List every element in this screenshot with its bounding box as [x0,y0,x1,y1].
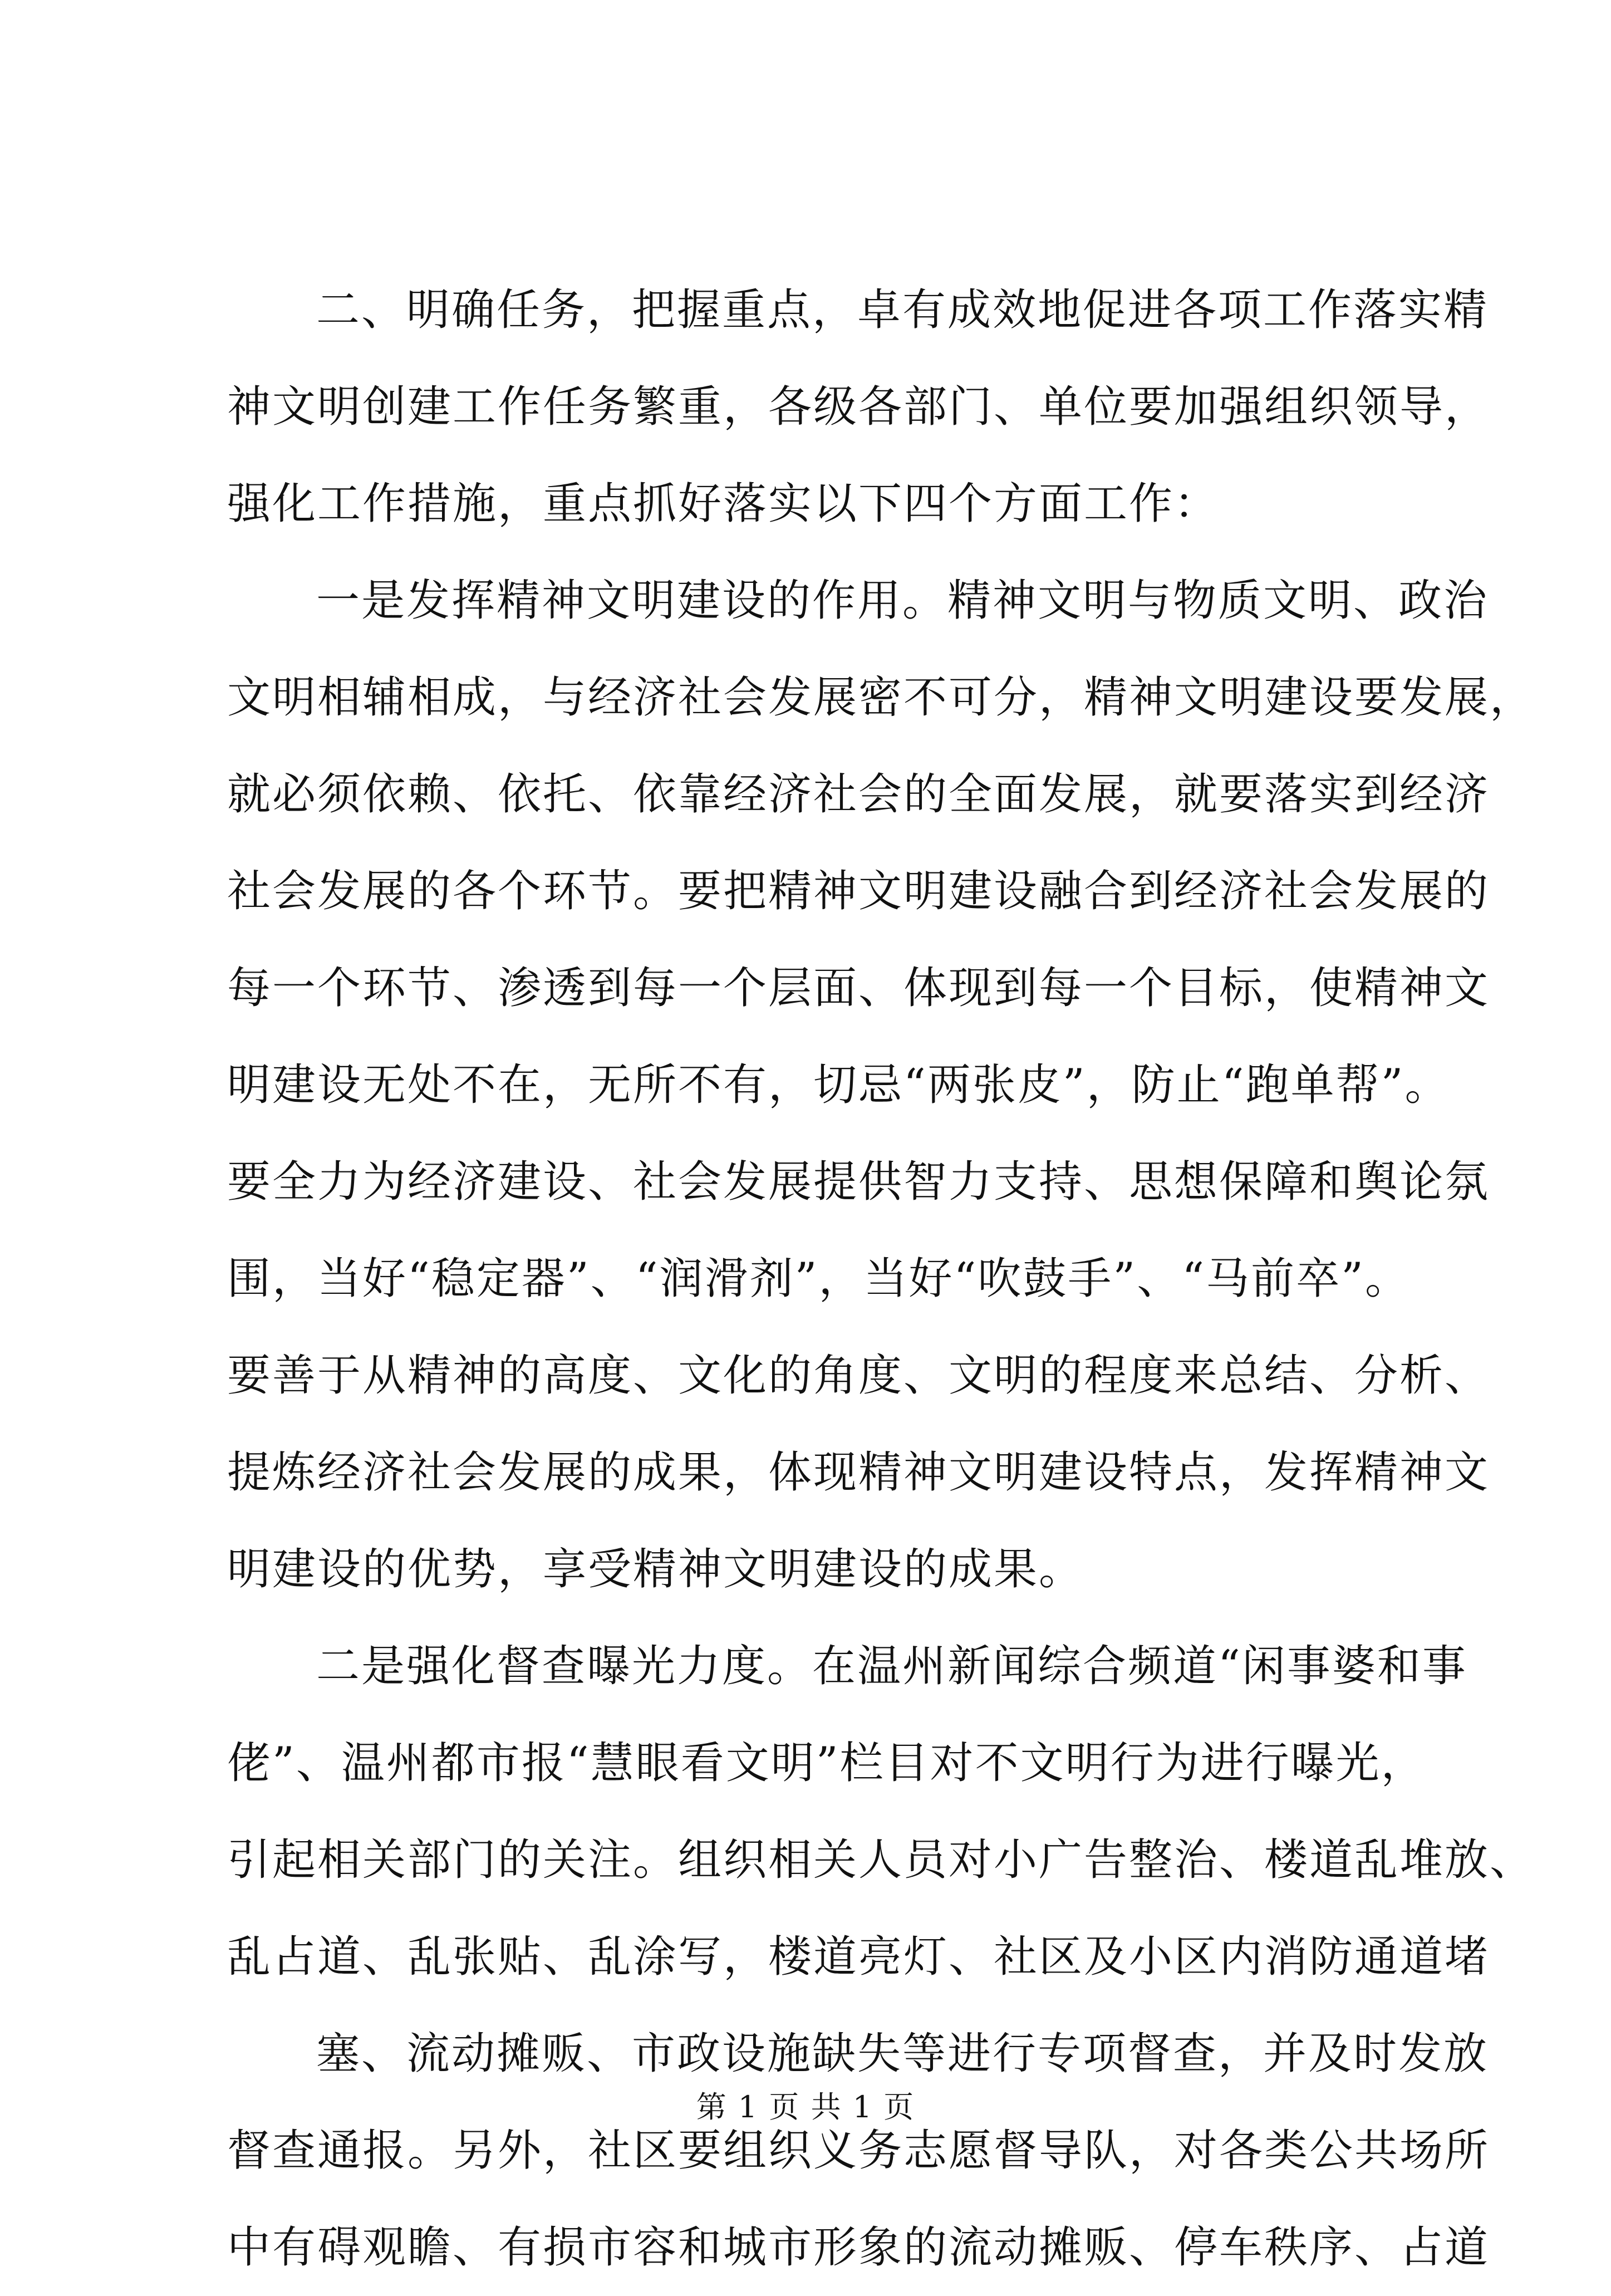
paragraph-line: 佬”、温州都市报“慧眼看文明”栏目对不文明行为进行曝光， [227,1738,1426,1788]
paragraph-line: 一是发挥精神文明建设的作用。精神文明与物质文明、政治 [316,576,1489,626]
page-footer: 第 1 页 共 1 页 [696,2089,915,2125]
paragraph-line: 明建设的优势，享受精神文明建设的成果。 [227,1544,1084,1595]
paragraph-line: 督查通报。另外，社区要组织义务志愿督导队，对各类公共场所 [227,2126,1490,2176]
paragraph-line: 中有碍观瞻、有损市容和城市形象的流动摊贩、停车秩序、占道 [227,2223,1490,2273]
paragraph-line: 要善于从精神的高度、文化的角度、文明的程度来总结、分析、 [227,1351,1490,1401]
paragraph-line: 二、明确任务，把握重点，卓有成效地促进各项工作落实精 [316,285,1489,335]
paragraph-line: 文明相辅相成，与经济社会发展密不可分，精神文明建设要发展， [227,673,1535,723]
paragraph-line: 每一个环节、渗透到每一个层面、体现到每一个目标，使精神文 [227,963,1490,1013]
paragraph-line: 要全力为经济建设、社会发展提供智力支持、思想保障和舆论氛 [227,1157,1490,1207]
paragraph-line: 提炼经济社会发展的成果，体现精神文明建设特点，发挥精神文 [227,1448,1490,1498]
paragraph-line: 强化工作措施，重点抓好落实以下四个方面工作： [227,479,1220,529]
paragraph-line: 就必须依赖、依托、依靠经济社会的全面发展，就要落实到经济 [227,769,1490,820]
document-body [227,262,1535,2296]
paragraph-line: 明建设无处不在，无所不有，切忌“两张皮”，防止“跑单帮”。 [227,1060,1450,1110]
paragraph-line: 社会发展的各个环节。要把精神文明建设融合到经济社会发展的 [227,866,1490,916]
paragraph-line: 二是强化督查曝光力度。在温州新闻综合频道“闲事婆和事 [316,1641,1467,1691]
paragraph-line: 围，当好“稳定器”、“润滑剂”，当好“吹鼓手”、“马前卒”。 [227,1254,1411,1304]
paragraph-line: 引起相关部门的关注。组织相关人员对小广告整治、楼道乱堆放、 [227,1835,1535,1885]
paragraph-line: 神文明创建工作任务繁重，各级各部门、单位要加强组织领导， [227,382,1490,432]
paragraph-line: 塞、流动摊贩、市政设施缺失等进行专项督查，并及时发放 [316,2029,1489,2079]
paragraph-line: 乱占道、乱张贴、乱涂写，楼道亮灯、社区及小区内消防通道堵 [227,1932,1490,1982]
